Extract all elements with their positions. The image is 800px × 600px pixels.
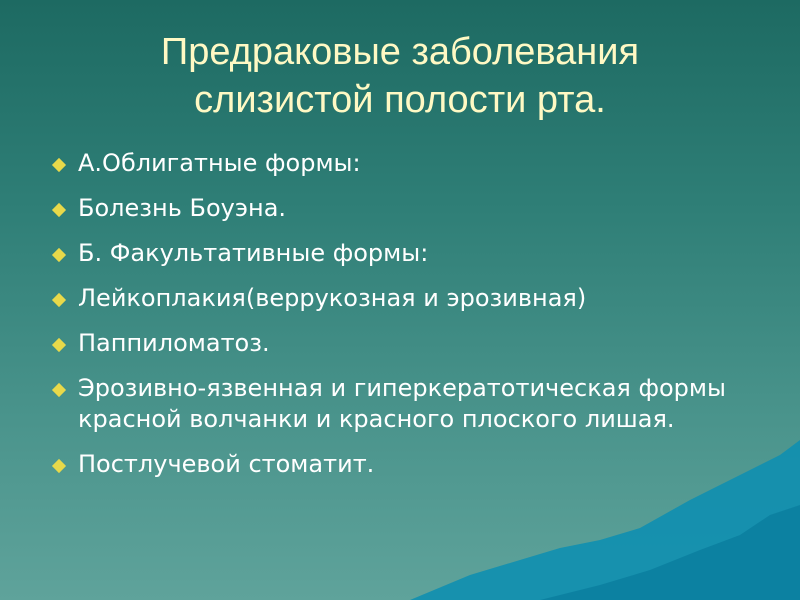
bullet-item <box>52 449 752 480</box>
bullet-item <box>52 148 752 179</box>
bullet-item <box>52 373 752 435</box>
slide-title-line-2: слизистой полости рта. <box>194 79 606 121</box>
bullet-list <box>52 148 752 494</box>
slide-title-line-1: Предраковые заболевания <box>160 31 640 73</box>
bullet-item <box>52 328 752 359</box>
diamond-bullet-icon <box>52 338 66 352</box>
bullet-item <box>52 193 752 224</box>
diamond-bullet-icon <box>52 203 66 217</box>
bullet-text: Эрозивно-язвенная и гиперкератотическая формы красной волчанки и красного плоского лишая. <box>78 374 726 433</box>
slide-title <box>0 28 800 124</box>
diamond-bullet-icon <box>52 383 66 397</box>
bullet-text: Б. Факультативные формы: <box>78 239 429 267</box>
diamond-bullet-icon <box>52 459 66 473</box>
bullet-item <box>52 283 752 314</box>
bullet-item <box>52 238 752 269</box>
diamond-bullet-icon <box>52 293 66 307</box>
diamond-bullet-icon <box>52 158 66 172</box>
diamond-bullet-icon <box>52 248 66 262</box>
bullet-text: А.Облигатные формы: <box>78 149 361 177</box>
bullet-text: Болезнь Боуэна. <box>78 194 287 222</box>
bullet-text: Постлучевой стоматит. <box>78 450 375 478</box>
bullet-text: Лейкоплакия(веррукозная и эрозивная) <box>78 284 587 312</box>
bullet-text: Паппиломатоз. <box>78 329 270 357</box>
